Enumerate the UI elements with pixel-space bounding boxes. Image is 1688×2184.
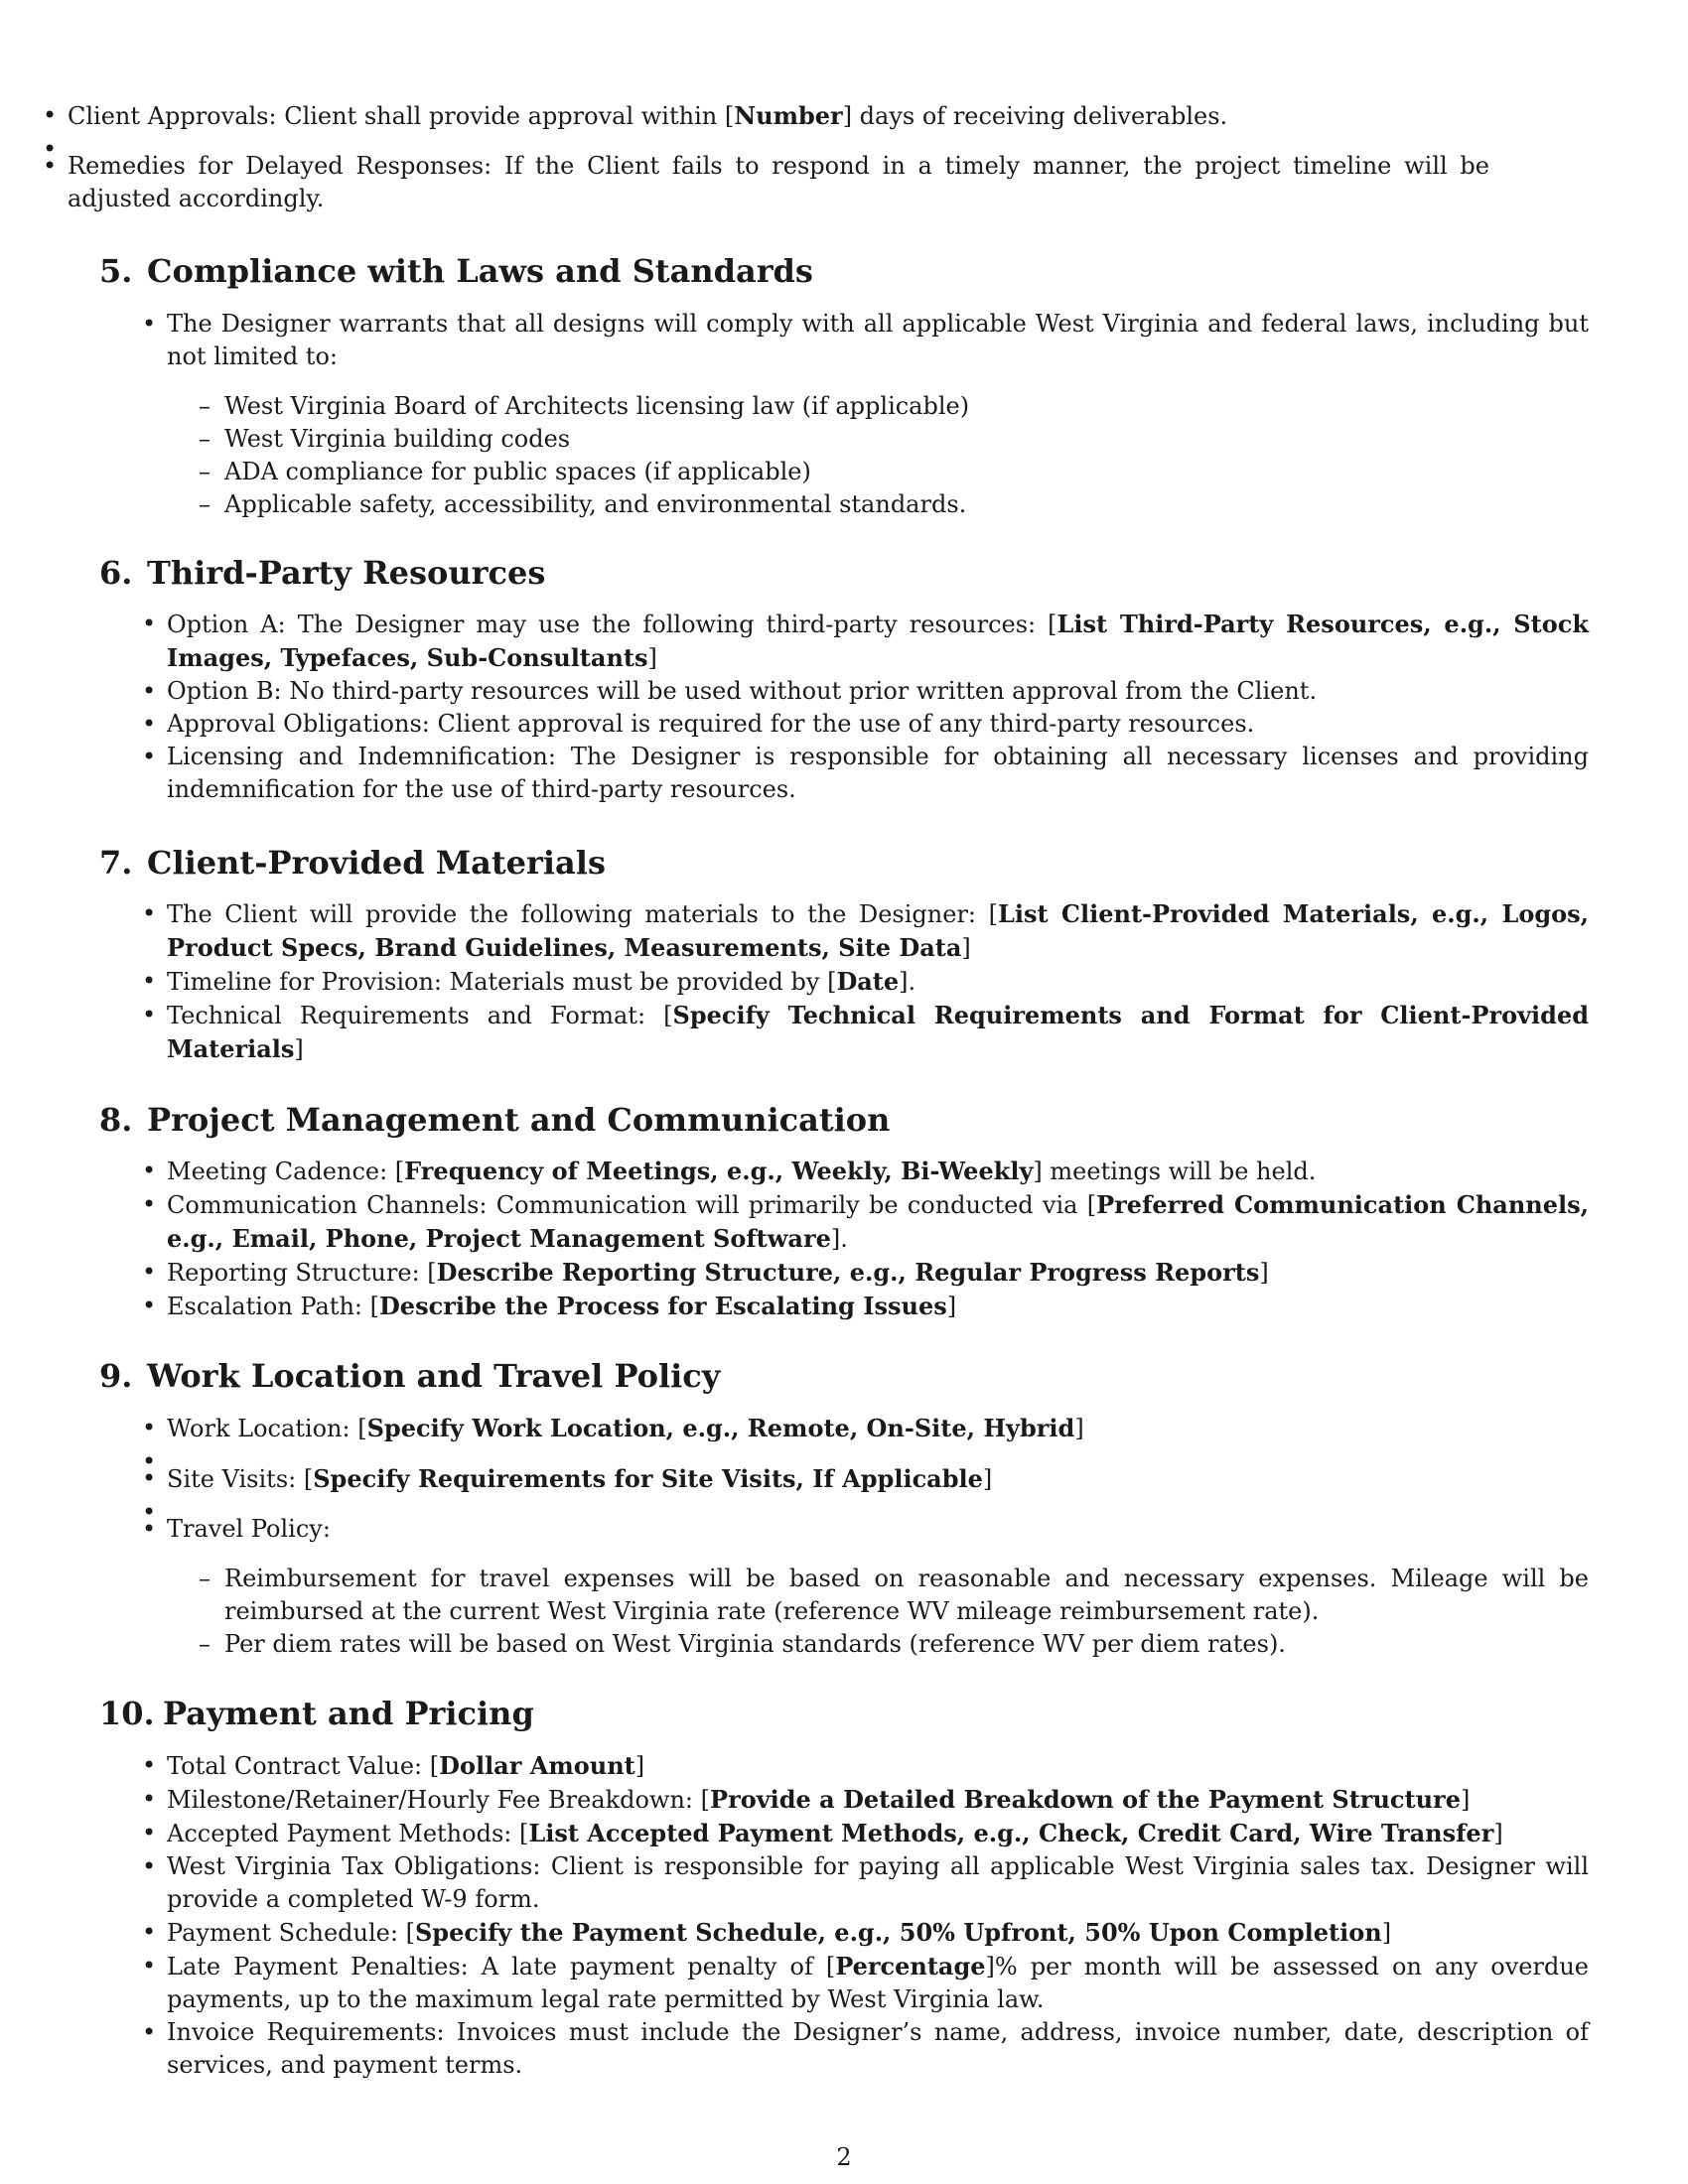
sub-list-item: – Applicable safety, accessibility, and environmental standards. [167,488,1589,521]
list-item: • Licensing and Indemnification: The Designer is responsible for obtaining all necessary licenses and providing indemnification for the use of third-party resources. [99,741,1589,806]
sub-list-item: – ADA compliance for public spaces (if applicable) [167,456,1589,488]
list-item: • Technical Requirements and Format: [Specify Technical Requirements and Format for Client-Provided Materials] [99,999,1589,1066]
list-item: • The Designer warrants that all designs will comply with all applicable West Virginia and federal laws, including but not limited to: – West Virginia Board of Architects licensing law (if applicable) – West Virginia building codes – ADA compliance for public spaces (if applicable) – Applicable safety, accessibility, and environmental standards. [99,308,1589,521]
list-item: • West Virginia Tax Obligations: Client is responsible for paying all applicable West Virginia sales tax. Designer will provide a completed W-9 form. [99,1850,1589,1916]
sub-list [167,1563,1589,1661]
section-5-list [99,308,1589,521]
list-item: • Approval Obligations: Client approval is required for the use of any third-party resources. [99,708,1589,741]
section-heading-10: 10. Payment and Pricing [99,1695,534,1732]
list-item: • Timeline for Provision: Materials must be provided by [Date]. [99,965,1589,999]
list-item: • Site Visits: [Specify Requirements for Site Visits, If Applicable] [99,1462,1589,1496]
sub-list-item: – Reimbursement for travel expenses will be based on reasonable and necessary expenses. Mileage will be reimbursed at the current West Virginia rate (reference WV mileage reimbursement rate). [167,1563,1589,1628]
sub-list-item: – West Virginia building codes [167,423,1589,456]
list-item: • Work Location: [Specify Work Location, e.g., Remote, On-Site, Hybrid] [99,1412,1589,1445]
list-item: • Late Payment Penalties: A late payment penalty of [Percentage]% per month will be assessed on any overdue payments, up to the maximum legal rate permitted by West Virginia law. [99,1950,1589,2016]
list-item: • Client Approvals: Client shall provide approval within [Number] days of receiving deliverables. [0,99,1489,133]
list-item: • Total Contract Value: [Dollar Amount] [99,1749,1589,1783]
section-10-list [99,1749,1589,2082]
list-item: • Meeting Cadence: [Frequency of Meetings, e.g., Weekly, Bi-Weekly] meetings will be held. [99,1155,1589,1188]
list-item: • Remedies for Delayed Responses: If the Client fails to respond in a timely manner, the project timeline will be adjusted accordingly. [0,150,1489,215]
list-item: • Option B: No third-party resources will be used without prior written approval from the Client. [99,675,1589,708]
list-item: • Travel Policy: – Reimbursement for travel expenses will be based on reasonable and necessary expenses. Mileage will be reimbursed at the current West Virginia rate (reference WV mileage reimbursement rate). – Per diem rates will be based on West Virginia standards (reference WV per diem rates). [99,1513,1589,1661]
section-9-list [99,1412,1589,1661]
list-item: • Escalation Path: [Describe the Process for Escalating Issues] [99,1290,1589,1323]
spacer [0,133,1489,150]
spacer [99,1496,1589,1513]
list-item: • Accepted Payment Methods: [List Accepted Payment Methods, e.g., Check, Credit Card, Wire Transfer] [99,1817,1589,1850]
section-heading-9: 9. Work Location and Travel Policy [99,1357,721,1395]
top-list [0,99,1489,215]
sub-list-item: – Per diem rates will be based on West Virginia standards (reference WV per diem rates). [167,1628,1589,1661]
list-item: • The Client will provide the following materials to the Designer: [List Client-Provided Materials, e.g., Logos, Product Specs, Brand Guidelines, Measurements, Site Data] [99,897,1589,965]
section-heading-8: 8. Project Management and Communication [99,1101,891,1139]
section-8-list [99,1155,1589,1323]
section-6-list [99,608,1589,806]
list-item: • Option A: The Designer may use the following third-party resources: [List Third-Party Resources, e.g., Stock Images, Typefaces, Sub-Consultants] [99,608,1589,675]
section-heading-5: 5. Compliance with Laws and Standards [99,252,813,290]
list-item: • Milestone/Retainer/Hourly Fee Breakdown: [Provide a Detailed Breakdown of the Payment Structure] [99,1783,1589,1817]
sub-list-item: – West Virginia Board of Architects licensing law (if applicable) [167,390,1589,423]
page-number: 2 [836,2143,852,2171]
section-heading-6: 6. Third-Party Resources [99,554,546,592]
list-item: • Invoice Requirements: Invoices must include the Designer’s name, address, invoice number, date, description of services, and payment terms. [99,2016,1589,2082]
section-7-list [99,897,1589,1066]
list-item: • Reporting Structure: [Describe Reporting Structure, e.g., Regular Progress Reports] [99,1256,1589,1290]
sub-list [167,390,1589,521]
section-heading-7: 7. Client-Provided Materials [99,844,606,882]
spacer [99,1445,1589,1462]
list-item: • Communication Channels: Communication will primarily be conducted via [Preferred Communication Channels, e.g., Email, Phone, Project Management Software]. [99,1188,1589,1256]
list-item: • Payment Schedule: [Specify the Payment Schedule, e.g., 50% Upfront, 50% Upon Completion] [99,1916,1589,1950]
